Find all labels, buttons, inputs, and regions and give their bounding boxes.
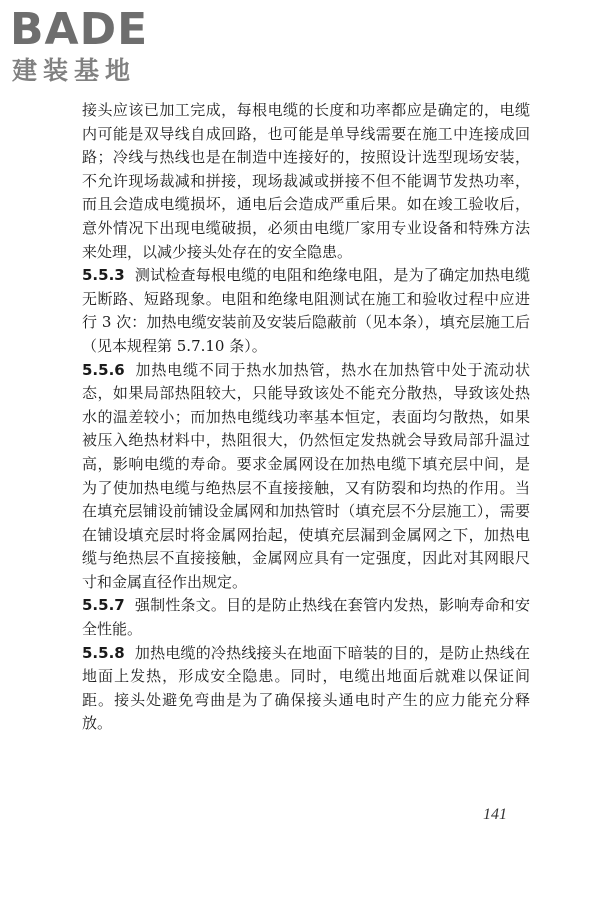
clause-5-5-8 xyxy=(82,642,530,736)
clause-5-5-6 xyxy=(82,359,530,595)
bade-logo xyxy=(10,6,175,86)
clause-5-5-7 xyxy=(82,594,530,641)
clause-number: 5.5.6 xyxy=(82,360,125,379)
paragraph-text: 接头应该已加工完成，每根电缆的长度和功率都应是确定的，电缆内可能是双导线自成回路，也可能是单导线需要在施工中连接成回路；冷线与热线也是在制造中连接好的，按照设计选型现场安装，不允许现场裁减和拼接，现场裁减或拼接不但不能调节发热功率，而且会造成电缆损坏，通电后会造成严重后果。如在竣工验收后，意外情况下出现电缆破损，必须由电缆厂家用专业设备和特殊方法来处理，以减少接头处存在的安全隐患。 xyxy=(82,101,530,261)
body-text xyxy=(82,99,530,736)
paragraph-text: 测试检查每根电缆的电阻和绝缘电阻，是为了确定加热电缆无断路、短路现象。电阻和绝缘电阻测试在施工和验收过程中应进行 3 次：加热电缆安装前及安装后隐蔽前（见本条），填充层施工后（见本规程第 5.7.10 条）。 xyxy=(82,266,530,355)
clause-number: 5.5.7 xyxy=(82,596,125,615)
paragraph-text: 加热电缆的冷热线接头在地面下暗装的目的，是防止热线在地面上发热，形成安全隐患。同时，电缆出地面后就难以保证间距。接头处避免弯曲是为了确保接头通电时产生的应力能充分释放。 xyxy=(82,643,530,733)
paragraph-continuation xyxy=(82,99,530,264)
page-number: 141 xyxy=(483,806,507,823)
clause-5-5-3 xyxy=(82,264,530,358)
paragraph-text: 强制性条文。目的是防止热线在套管内发热，影响寿命和安全性能。 xyxy=(82,596,530,639)
logo-subtitle: 建装基地 xyxy=(12,56,137,85)
clause-number: 5.5.8 xyxy=(82,643,125,662)
clause-number: 5.5.3 xyxy=(82,266,125,285)
paragraph-text: 加热电缆不同于热水加热管，热水在加热管中处于流动状态，如果局部热阻较大，只能导致该处不能充分散热，导致该处热水的温差较小；而加热电缆线功率基本恒定，表面均匀散热，如果被压入绝热材料中，热阻很大，仍然恒定发热就会导致局部升温过高，影响电缆的寿命。要求金属网设在加热电缆下填充层中间，是为了使加热电缆与绝热层不直接接触，又有防裂和均热的作用。当在填充层铺设前铺设金属网和加热管时（填充层不分层施工），需要在铺设填充层时将金属网抬起，使填充层漏到金属网之下，加热电缆与绝热层不直接接触，金属网应具有一定强度，因此对其网眼尺寸和金属直径作出规定。 xyxy=(82,360,530,591)
logo-brand: BADE xyxy=(10,4,149,55)
